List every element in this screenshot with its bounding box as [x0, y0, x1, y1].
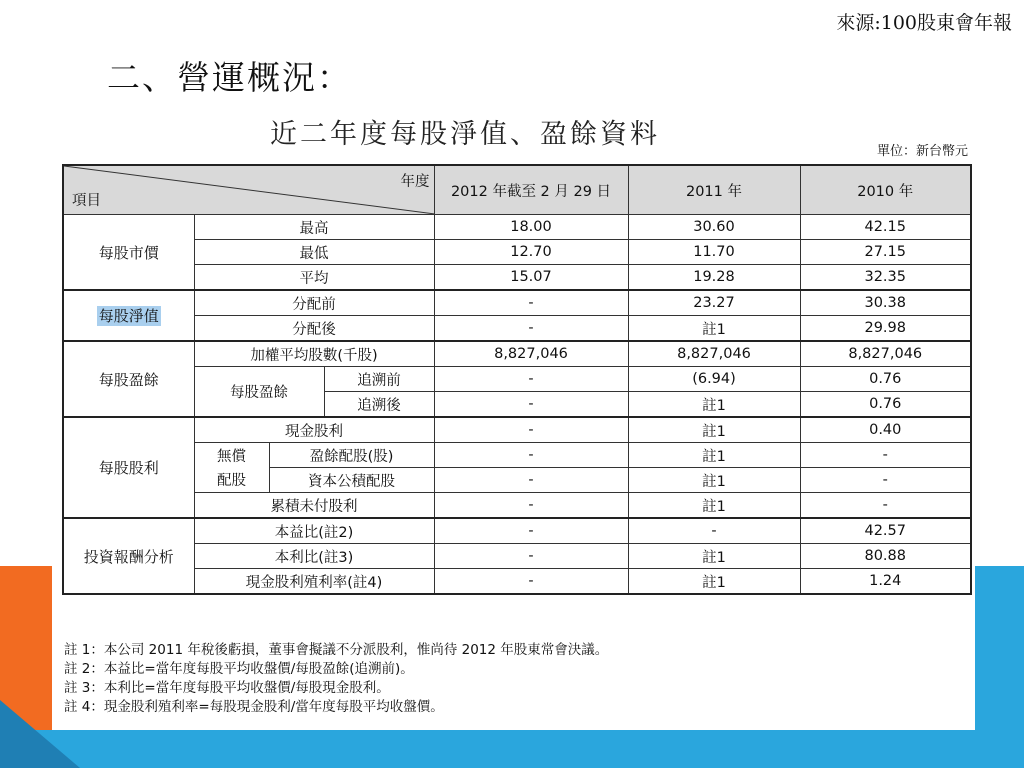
- table-cell: 30.38: [800, 290, 971, 316]
- footnote: 註 4：現金股利殖利率=每股現金股利/當年度每股平均收盤價。: [64, 699, 444, 715]
- table-row: [63, 215, 971, 240]
- table-cell: 註1: [628, 316, 800, 342]
- highlighted-text: 每股淨值: [98, 307, 159, 325]
- table-cell: 註1: [628, 493, 800, 519]
- table-row: [63, 493, 971, 519]
- table-header-row: [63, 165, 971, 215]
- table-cell: -: [628, 518, 800, 544]
- column-header: 2012 年截至 2 月 29 日: [434, 165, 628, 215]
- table-cell: 註1: [628, 569, 800, 595]
- group-label-net-value: [63, 290, 194, 341]
- column-header: 2011 年: [628, 165, 800, 215]
- table-cell: 19.28: [628, 265, 800, 291]
- table-cell: 32.35: [800, 265, 971, 291]
- unit-label: 單位：新台幣元: [876, 144, 968, 159]
- row-label: 加權平均股數(千股): [194, 341, 434, 367]
- table-cell: 註1: [628, 392, 800, 418]
- table-row: [63, 569, 971, 595]
- row-label: 追溯後: [324, 392, 434, 418]
- table-cell: -: [800, 443, 971, 468]
- table-cell: 註1: [628, 468, 800, 493]
- table-cell: -: [434, 316, 628, 342]
- table-cell: -: [434, 290, 628, 316]
- table-row: [63, 316, 971, 342]
- source-label: 來源:100股東會年報: [836, 12, 1012, 34]
- footnote: 註 2：本益比=當年度每股平均收盤價/每股盈餘(追溯前)。: [64, 661, 414, 677]
- row-label: 累積未付股利: [194, 493, 434, 519]
- row-label: 現金股利殖利率(註4): [194, 569, 434, 595]
- table-title: 近二年度每股淨值、盈餘資料: [270, 119, 660, 150]
- table-cell: 註1: [628, 544, 800, 569]
- footnote: 註 3：本利比=當年度每股平均收盤價/每股現金股利。: [64, 680, 390, 696]
- table-row: [63, 367, 971, 392]
- table-row: [63, 443, 971, 468]
- row-label: 分配前: [194, 290, 434, 316]
- table-cell: -: [434, 518, 628, 544]
- table-cell: -: [434, 367, 628, 392]
- row-label: 平均: [194, 265, 434, 291]
- table-row: [63, 265, 971, 291]
- table-cell: 27.15: [800, 240, 971, 265]
- corner-year-label: 年度: [400, 174, 430, 190]
- table-cell: -: [434, 468, 628, 493]
- sub-group-label-eps: 每股盈餘: [194, 367, 324, 418]
- row-label: 本益比(註2): [194, 518, 434, 544]
- table-row: [63, 518, 971, 544]
- group-label-roi: 投資報酬分析: [63, 518, 194, 594]
- table-cell: -: [434, 417, 628, 443]
- sub-group-label-free-a: 無償: [194, 443, 269, 468]
- row-label: 分配後: [194, 316, 434, 342]
- table-cell: 1.24: [800, 569, 971, 595]
- blue-accent-bar-bottom: [0, 730, 1024, 768]
- table-row: [63, 417, 971, 443]
- row-label: 資本公積配股: [269, 468, 434, 493]
- table-cell: -: [434, 569, 628, 595]
- table-cell: -: [434, 392, 628, 418]
- table-cell: 8,827,046: [800, 341, 971, 367]
- diagonal-divider: [64, 166, 434, 214]
- table-cell: 註1: [628, 417, 800, 443]
- row-label: 本利比(註3): [194, 544, 434, 569]
- financial-table: [62, 164, 972, 595]
- table-cell: 8,827,046: [628, 341, 800, 367]
- table-cell: 註1: [628, 443, 800, 468]
- table-row: [63, 468, 971, 493]
- table-cell: 0.76: [800, 392, 971, 418]
- table-row: [63, 290, 971, 316]
- table-cell: 42.15: [800, 215, 971, 240]
- group-label-dividend: 每股股利: [63, 417, 194, 518]
- table-cell: -: [434, 443, 628, 468]
- table-cell: 23.27: [628, 290, 800, 316]
- table-cell: 80.88: [800, 544, 971, 569]
- sub-group-label-free-b: 配股: [194, 468, 269, 493]
- footnotes: [64, 641, 608, 717]
- row-label: 現金股利: [194, 417, 434, 443]
- table-cell: 18.00: [434, 215, 628, 240]
- table-cell: 29.98: [800, 316, 971, 342]
- table-cell: 0.40: [800, 417, 971, 443]
- table-cell: 12.70: [434, 240, 628, 265]
- section-title: 二、營運概況：: [107, 58, 352, 97]
- table-cell: 8,827,046: [434, 341, 628, 367]
- table-cell: -: [434, 544, 628, 569]
- table-cell: 30.60: [628, 215, 800, 240]
- corner-item-label: 項目: [72, 193, 101, 209]
- table-cell: -: [800, 493, 971, 519]
- table-cell: -: [800, 468, 971, 493]
- table-cell: 0.76: [800, 367, 971, 392]
- table-row: [63, 544, 971, 569]
- row-label: 最低: [194, 240, 434, 265]
- group-label-market-price: 每股市價: [63, 215, 194, 291]
- row-label: 追溯前: [324, 367, 434, 392]
- group-label-eps: 每股盈餘: [63, 341, 194, 417]
- table-cell: 15.07: [434, 265, 628, 291]
- table-cell: -: [434, 493, 628, 519]
- column-header: 2010 年: [800, 165, 971, 215]
- row-label: 最高: [194, 215, 434, 240]
- table-cell: 11.70: [628, 240, 800, 265]
- table-cell: 42.57: [800, 518, 971, 544]
- row-label: 盈餘配股(股): [269, 443, 434, 468]
- footnote: 註 1：本公司 2011 年稅後虧損，董事會擬議不分派股利，惟尚待 2012 年股東常會決議。: [64, 642, 609, 658]
- table-cell: (6.94): [628, 367, 800, 392]
- table-row: [63, 341, 971, 367]
- corner-header-cell: [63, 165, 434, 215]
- table-row: [63, 240, 971, 265]
